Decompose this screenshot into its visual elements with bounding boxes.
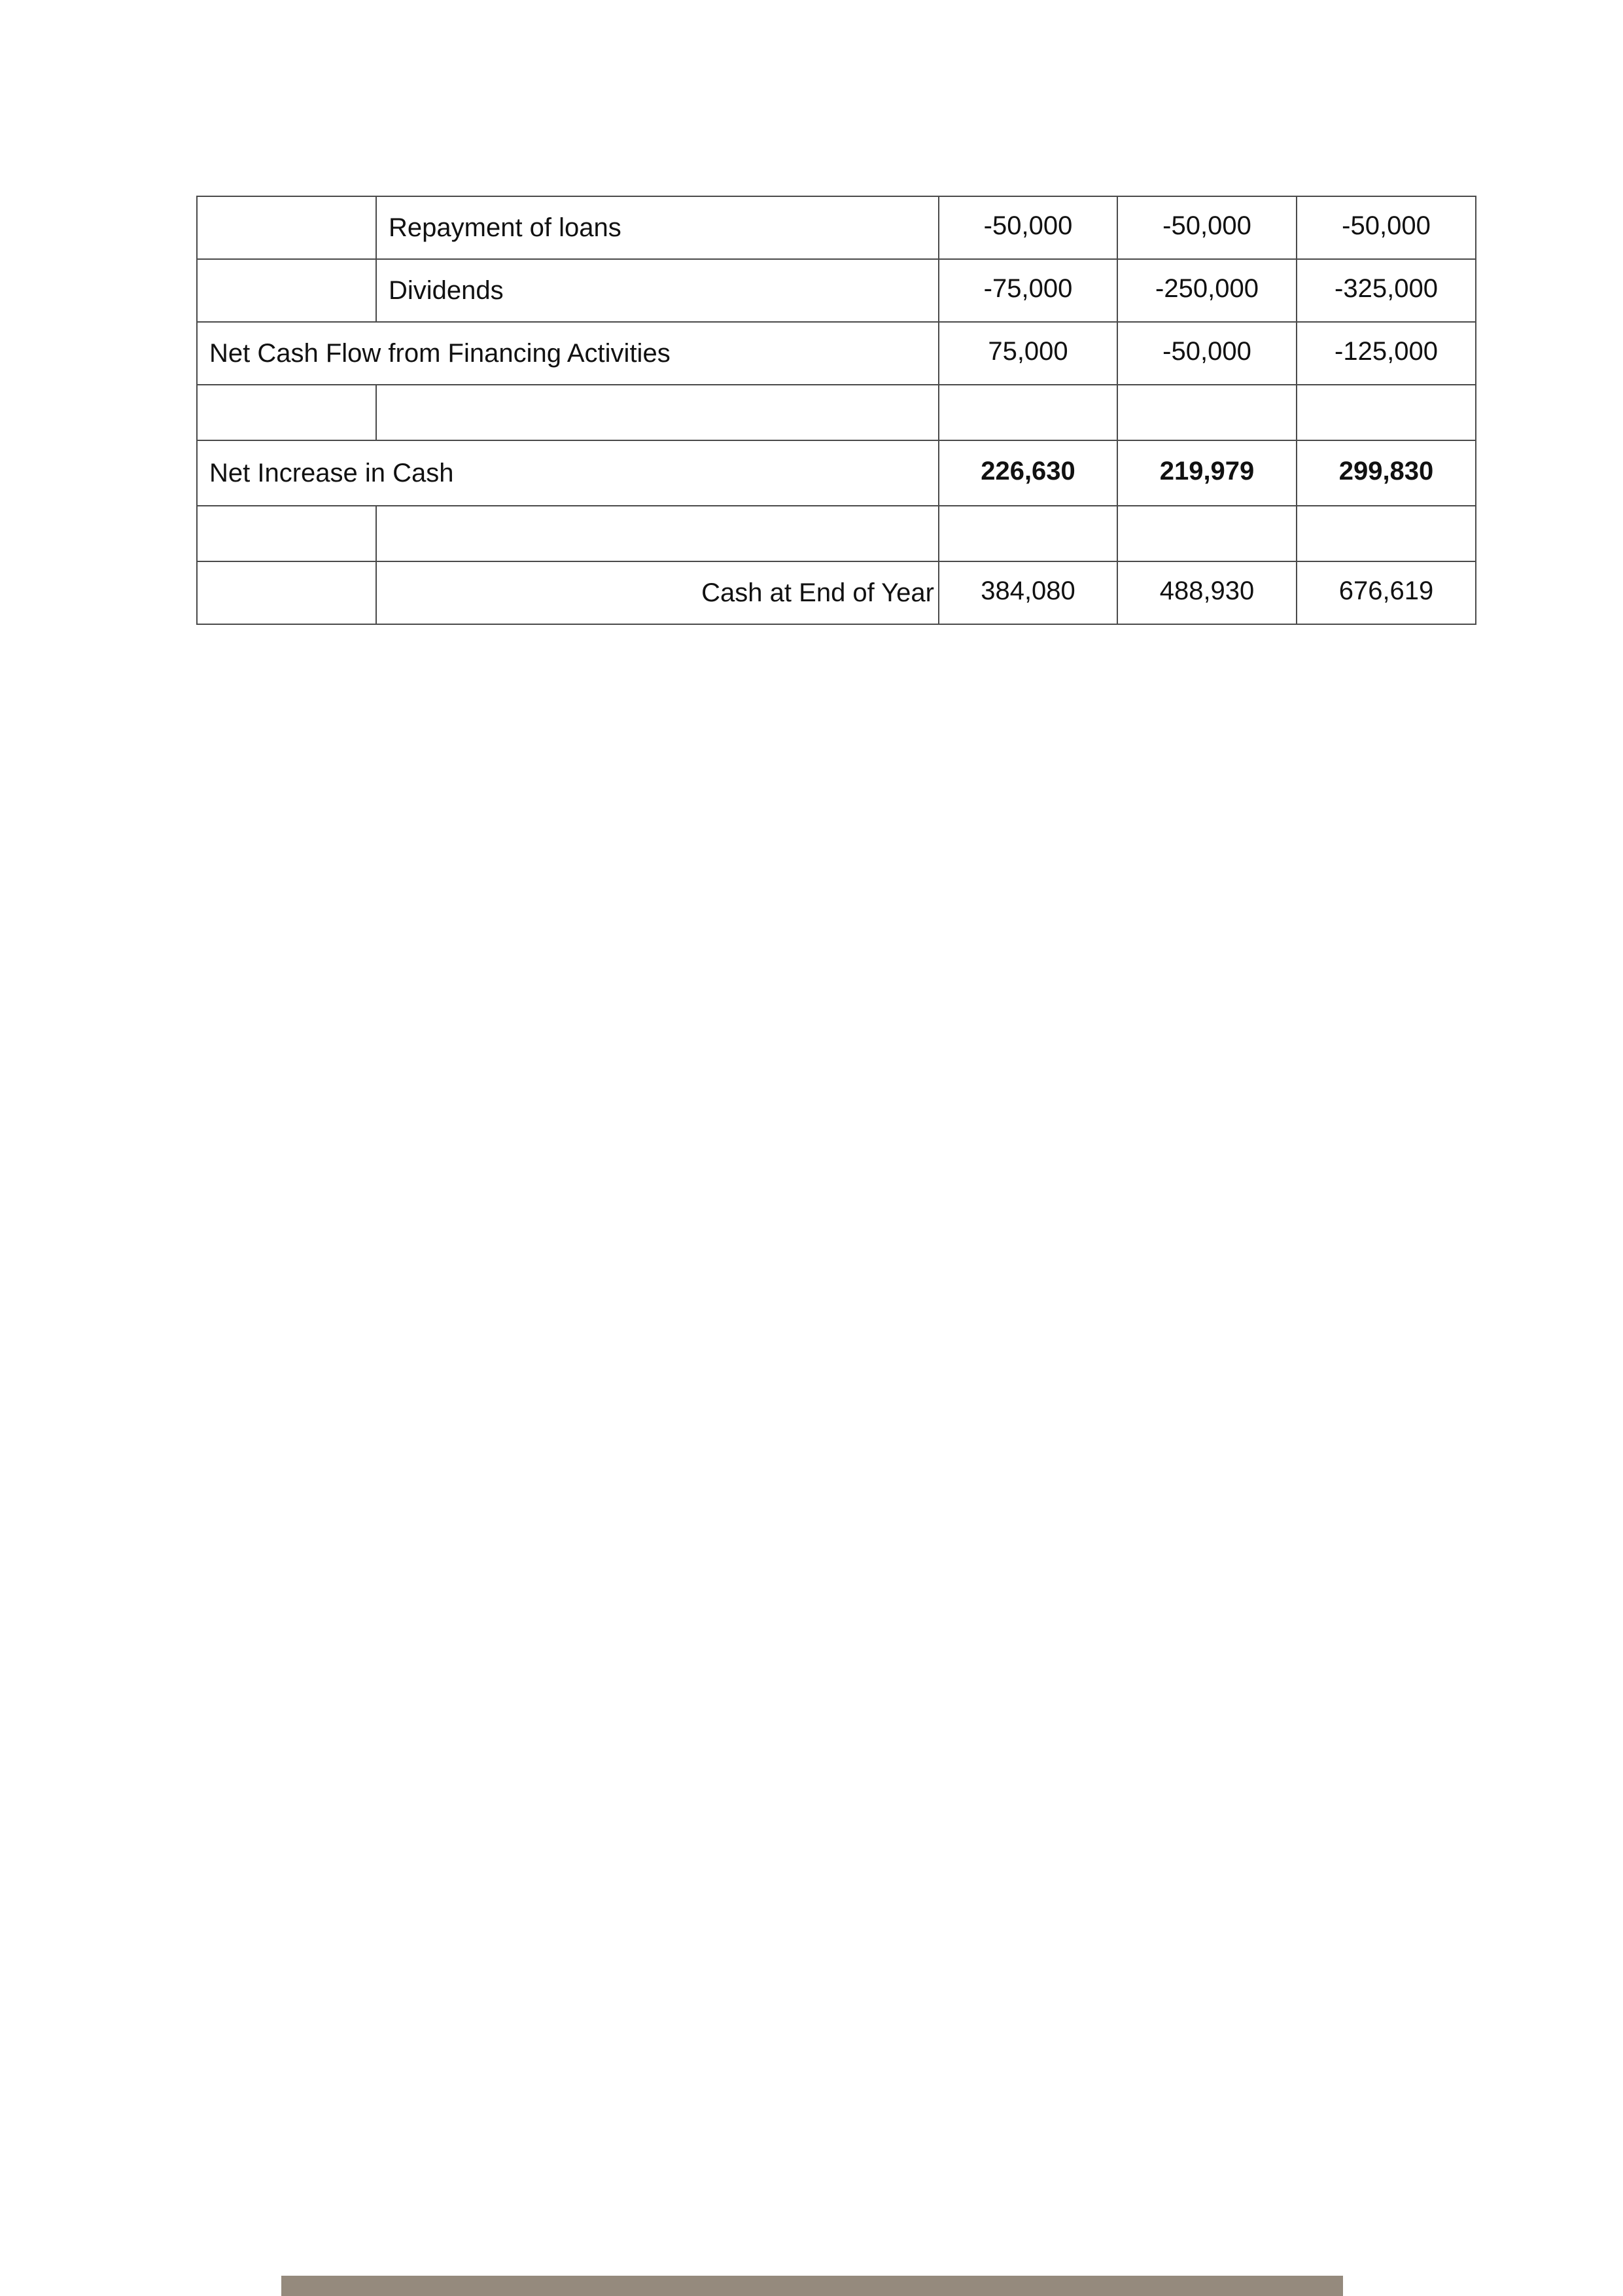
value-cell: -50,000 — [1117, 322, 1297, 385]
empty-cell — [1297, 506, 1476, 561]
table-row-net-cash-flow-financing — [197, 322, 1476, 385]
empty-cell — [939, 506, 1117, 561]
table-row-blank — [197, 506, 1476, 561]
value-cell: -50,000 — [1297, 196, 1476, 259]
value-cell: 75,000 — [939, 322, 1117, 385]
value-cell: 299,830 — [1297, 440, 1476, 506]
table-row-cash-at-end-of-year — [197, 561, 1476, 624]
empty-cell — [1117, 506, 1297, 561]
row-label: Net Increase in Cash — [197, 440, 939, 506]
value-cell: -125,000 — [1297, 322, 1476, 385]
cash-flow-table — [196, 196, 1476, 625]
empty-cell — [197, 259, 376, 322]
empty-cell — [1297, 385, 1476, 440]
value-cell: -75,000 — [939, 259, 1117, 322]
value-cell: 219,979 — [1117, 440, 1297, 506]
row-label: Cash at End of Year — [376, 561, 939, 624]
value-cell: 226,630 — [939, 440, 1117, 506]
row-label: Net Cash Flow from Financing Activities — [197, 322, 939, 385]
table-row-blank — [197, 385, 1476, 440]
value-cell: 488,930 — [1117, 561, 1297, 624]
empty-cell — [376, 385, 939, 440]
empty-cell — [197, 506, 376, 561]
value-cell: 384,080 — [939, 561, 1117, 624]
value-cell: -325,000 — [1297, 259, 1476, 322]
value-cell: -50,000 — [939, 196, 1117, 259]
empty-cell — [197, 196, 376, 259]
value-cell: 676,619 — [1297, 561, 1476, 624]
row-label: Dividends — [376, 259, 939, 322]
empty-cell — [939, 385, 1117, 440]
table-row-net-increase-in-cash — [197, 440, 1476, 506]
row-label: Repayment of loans — [376, 196, 939, 259]
table-row-repayment-of-loans — [197, 196, 1476, 259]
value-cell: -50,000 — [1117, 196, 1297, 259]
footer-bar — [281, 2276, 1343, 2296]
empty-cell — [376, 506, 939, 561]
empty-cell — [197, 561, 376, 624]
value-cell: -250,000 — [1117, 259, 1297, 322]
empty-cell — [197, 385, 376, 440]
empty-cell — [1117, 385, 1297, 440]
table-row-dividends — [197, 259, 1476, 322]
